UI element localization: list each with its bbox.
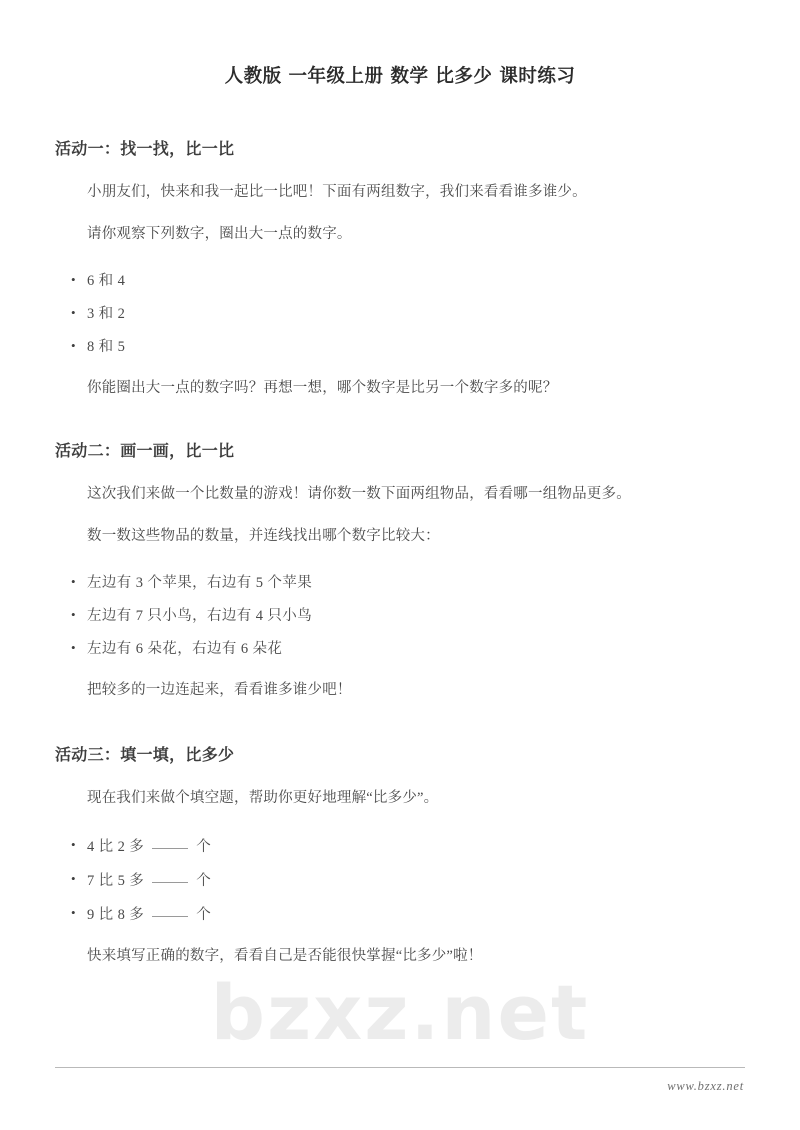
answer-blank[interactable] [152, 837, 188, 849]
page-title: 人教版 一年级上册 数学 比多少 课时练习 [224, 66, 576, 87]
activity-two-list [0, 546, 800, 659]
activity-two-instruction: 数一数这些物品的数量，并连线找出哪个数字比较大： [87, 527, 440, 544]
fill-blank-item [0, 823, 800, 857]
activity-three-closing: 快来填写正确的数字，看看自己是否能很快掌握“比多少”啦！ [87, 947, 483, 964]
activity-three-list [0, 809, 800, 925]
activity-one-closing: 你能圈出大一点的数字吗？再想一想，哪个数字是比另一个数字多的呢？ [87, 379, 558, 396]
activity-one-instruction: 请你观察下列数字，圈出大一点的数字。 [87, 225, 352, 242]
footer-url-text: www.bzxz.net [667, 1079, 744, 1093]
list-item: • 左边有 7 只小鸟，右边有 4 只小鸟 [0, 593, 800, 626]
watermark-bzxz: bzxz.net [210, 968, 590, 1057]
activity-section-two [0, 398, 800, 700]
fill-blank-prefix: 4 比 2 多 [87, 839, 145, 855]
activity-one-list [0, 244, 800, 357]
activity-one-intro: 小朋友们，快来和我一起比一比吧！下面有两组数字，我们来看看谁多谁少。 [87, 184, 587, 200]
list-item: • 3 和 2 [0, 291, 800, 324]
section-heading-activity-three: 活动三：填一填，比多少 [55, 745, 235, 765]
section-heading-activity-two: 活动二：画一画，比一比 [55, 441, 235, 461]
activity-two-closing: 把较多的一边连起来，看看谁多谁少吧！ [87, 681, 352, 698]
section-heading-activity-one: 活动一：找一找，比一比 [55, 139, 235, 158]
fill-blank-item [0, 857, 800, 891]
answer-blank[interactable] [152, 905, 188, 917]
activity-two-intro: 这次我们来做一个比数量的游戏！请你数一数下面两组物品，看看哪一组物品更多。 [87, 486, 631, 503]
fill-blank-suffix: 个 [196, 872, 212, 889]
activity-section-one [0, 88, 800, 398]
fill-blank-prefix: 9 比 8 多 [87, 906, 145, 923]
list-item: • 6 和 4 [0, 258, 800, 291]
activity-section-three [0, 700, 800, 966]
fill-blank-item [0, 891, 800, 925]
fill-blank-prefix: 7 比 5 多 [87, 872, 145, 889]
list-item: • 8 和 5 [0, 324, 800, 357]
fill-blank-suffix: 个 [196, 906, 212, 923]
footer-divider [55, 1067, 745, 1068]
activity-three-intro: 现在我们来做个填空题，帮助你更好地理解“比多少”。 [87, 790, 439, 807]
list-item: • 左边有 3 个苹果，右边有 5 个苹果 [0, 560, 800, 593]
answer-blank[interactable] [152, 871, 188, 883]
fill-blank-suffix: 个 [196, 839, 212, 855]
list-item: • 左边有 6 朵花，右边有 6 朵花 [0, 626, 800, 659]
